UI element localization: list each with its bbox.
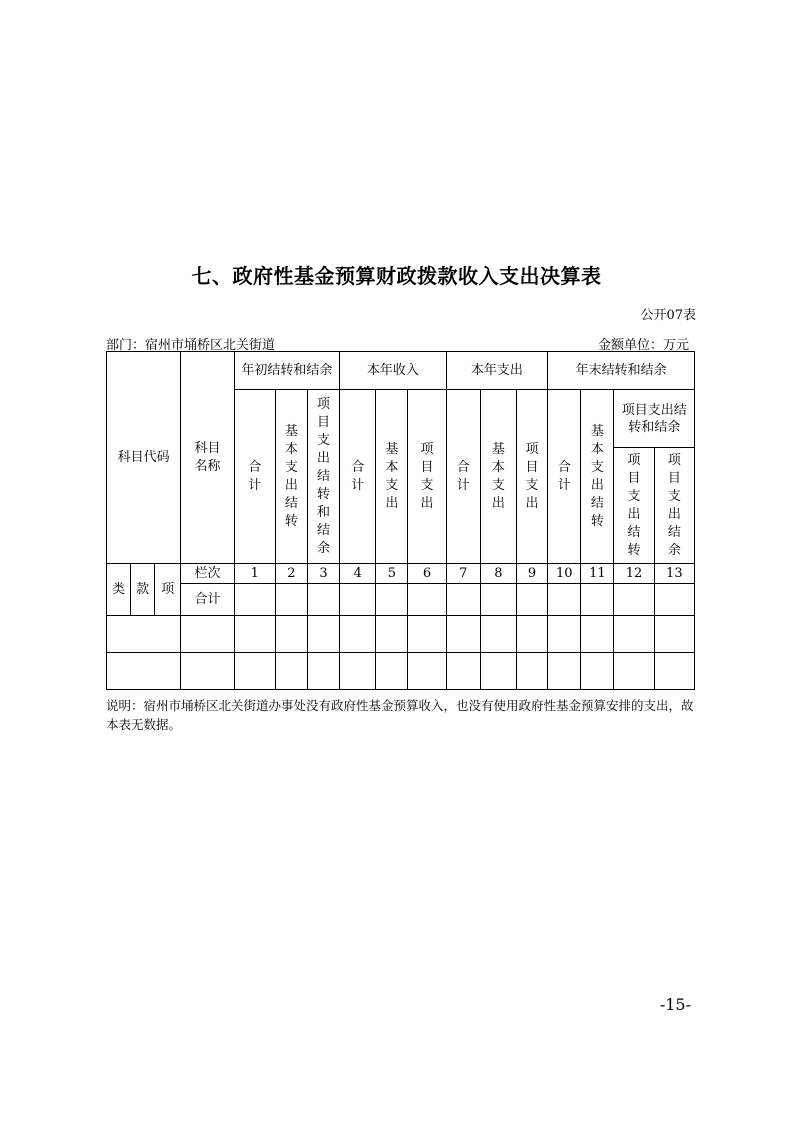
table-cell <box>614 653 654 690</box>
header-begin-project-carry: 项目支出结转和结余 <box>307 390 339 564</box>
col-number: 9 <box>516 564 547 584</box>
header-lanci: 栏次 <box>181 564 234 584</box>
table-cell <box>275 653 307 690</box>
form-number: 公开07表 <box>640 308 696 323</box>
unit-label: 金额单位：万元 <box>597 338 689 353</box>
table-cell <box>516 616 547 653</box>
table-cell <box>376 653 408 690</box>
col-number: 1 <box>234 564 275 584</box>
col-number: 4 <box>340 564 376 584</box>
total-label: 合计 <box>181 584 234 616</box>
header-income-project: 项目支出 <box>408 390 446 564</box>
table-cell <box>376 616 408 653</box>
page-number: -15- <box>659 995 691 1014</box>
header-income-total: 合计 <box>340 390 376 564</box>
table-cell <box>275 584 307 616</box>
header-expense-project: 项目支出 <box>516 390 547 564</box>
fund-table <box>106 351 695 690</box>
table-cell <box>234 584 275 616</box>
col-number: 3 <box>307 564 339 584</box>
table-cell <box>340 653 376 690</box>
col-number: 7 <box>446 564 480 584</box>
header-begin-basic-carry: 基本支出结转 <box>275 390 307 564</box>
col-number: 10 <box>548 564 581 584</box>
table-cell <box>581 584 614 616</box>
table-cell <box>307 653 339 690</box>
header-end-project-carry: 项目支出结转和结余 <box>614 390 695 448</box>
header-begin-total: 合计 <box>234 390 275 564</box>
header-begin-balance: 年初结转和结余 <box>234 352 340 390</box>
table-cell <box>307 616 339 653</box>
header-expense-basic: 基本支出 <box>480 390 516 564</box>
table-cell <box>614 584 654 616</box>
col-number: 6 <box>408 564 446 584</box>
table-cell <box>340 584 376 616</box>
table-cell <box>307 584 339 616</box>
header-expense: 本年支出 <box>446 352 548 390</box>
page-title: 七、政府性基金预算财政拨款收入支出决算表 <box>191 264 602 288</box>
table-cell <box>516 584 547 616</box>
table-cell <box>516 653 547 690</box>
table-cell <box>107 653 181 690</box>
header-kuan: 款 <box>131 564 155 616</box>
table-cell <box>340 616 376 653</box>
explanation-note: 说明：宿州市埇桥区北关街道办事处没有政府性基金预算收入，也没有使用政府性基金预算安排的支出，故本表无数据。 <box>106 698 694 732</box>
table-cell <box>614 616 654 653</box>
table-cell <box>107 616 181 653</box>
table-cell <box>581 616 614 653</box>
table-row <box>107 653 695 690</box>
table-cell <box>654 584 694 616</box>
table-row <box>107 616 695 653</box>
table-cell <box>408 616 446 653</box>
col-number: 5 <box>376 564 408 584</box>
table-cell <box>181 653 234 690</box>
table-cell <box>234 616 275 653</box>
table-cell <box>446 616 480 653</box>
header-subject-name: 科目名称 <box>181 352 234 564</box>
header-subject-code: 科目代码 <box>107 352 181 564</box>
table-cell <box>408 653 446 690</box>
header-income: 本年收入 <box>340 352 447 390</box>
header-xiang: 项 <box>155 564 181 616</box>
table-cell <box>408 584 446 616</box>
table-cell <box>548 584 581 616</box>
table-cell <box>446 584 480 616</box>
header-income-basic: 基本支出 <box>376 390 408 564</box>
header-end-project-carry-sub: 项目支出结转 <box>614 448 654 564</box>
table-cell <box>654 653 694 690</box>
table-row-total <box>107 584 695 616</box>
table-cell <box>376 584 408 616</box>
header-end-project-balance-sub: 项目支出结余 <box>654 448 694 564</box>
header-end-total: 合计 <box>548 390 581 564</box>
table-cell <box>480 616 516 653</box>
header-end-balance: 年末结转和结余 <box>548 352 695 390</box>
table-cell <box>654 616 694 653</box>
col-number: 2 <box>275 564 307 584</box>
header-expense-total: 合计 <box>446 390 480 564</box>
col-number: 8 <box>480 564 516 584</box>
col-number: 12 <box>614 564 654 584</box>
table-cell <box>181 616 234 653</box>
col-number: 13 <box>654 564 694 584</box>
header-lei: 类 <box>107 564 131 616</box>
department-label: 部门：宿州市埇桥区北关街道 <box>106 338 276 353</box>
table-cell <box>275 616 307 653</box>
table-cell <box>480 584 516 616</box>
table-cell <box>548 616 581 653</box>
table-cell <box>446 653 480 690</box>
header-end-basic-carry: 基本支出结转 <box>581 390 614 564</box>
col-number: 11 <box>581 564 614 584</box>
table-cell <box>581 653 614 690</box>
table-cell <box>234 653 275 690</box>
table-cell <box>548 653 581 690</box>
table-cell <box>480 653 516 690</box>
